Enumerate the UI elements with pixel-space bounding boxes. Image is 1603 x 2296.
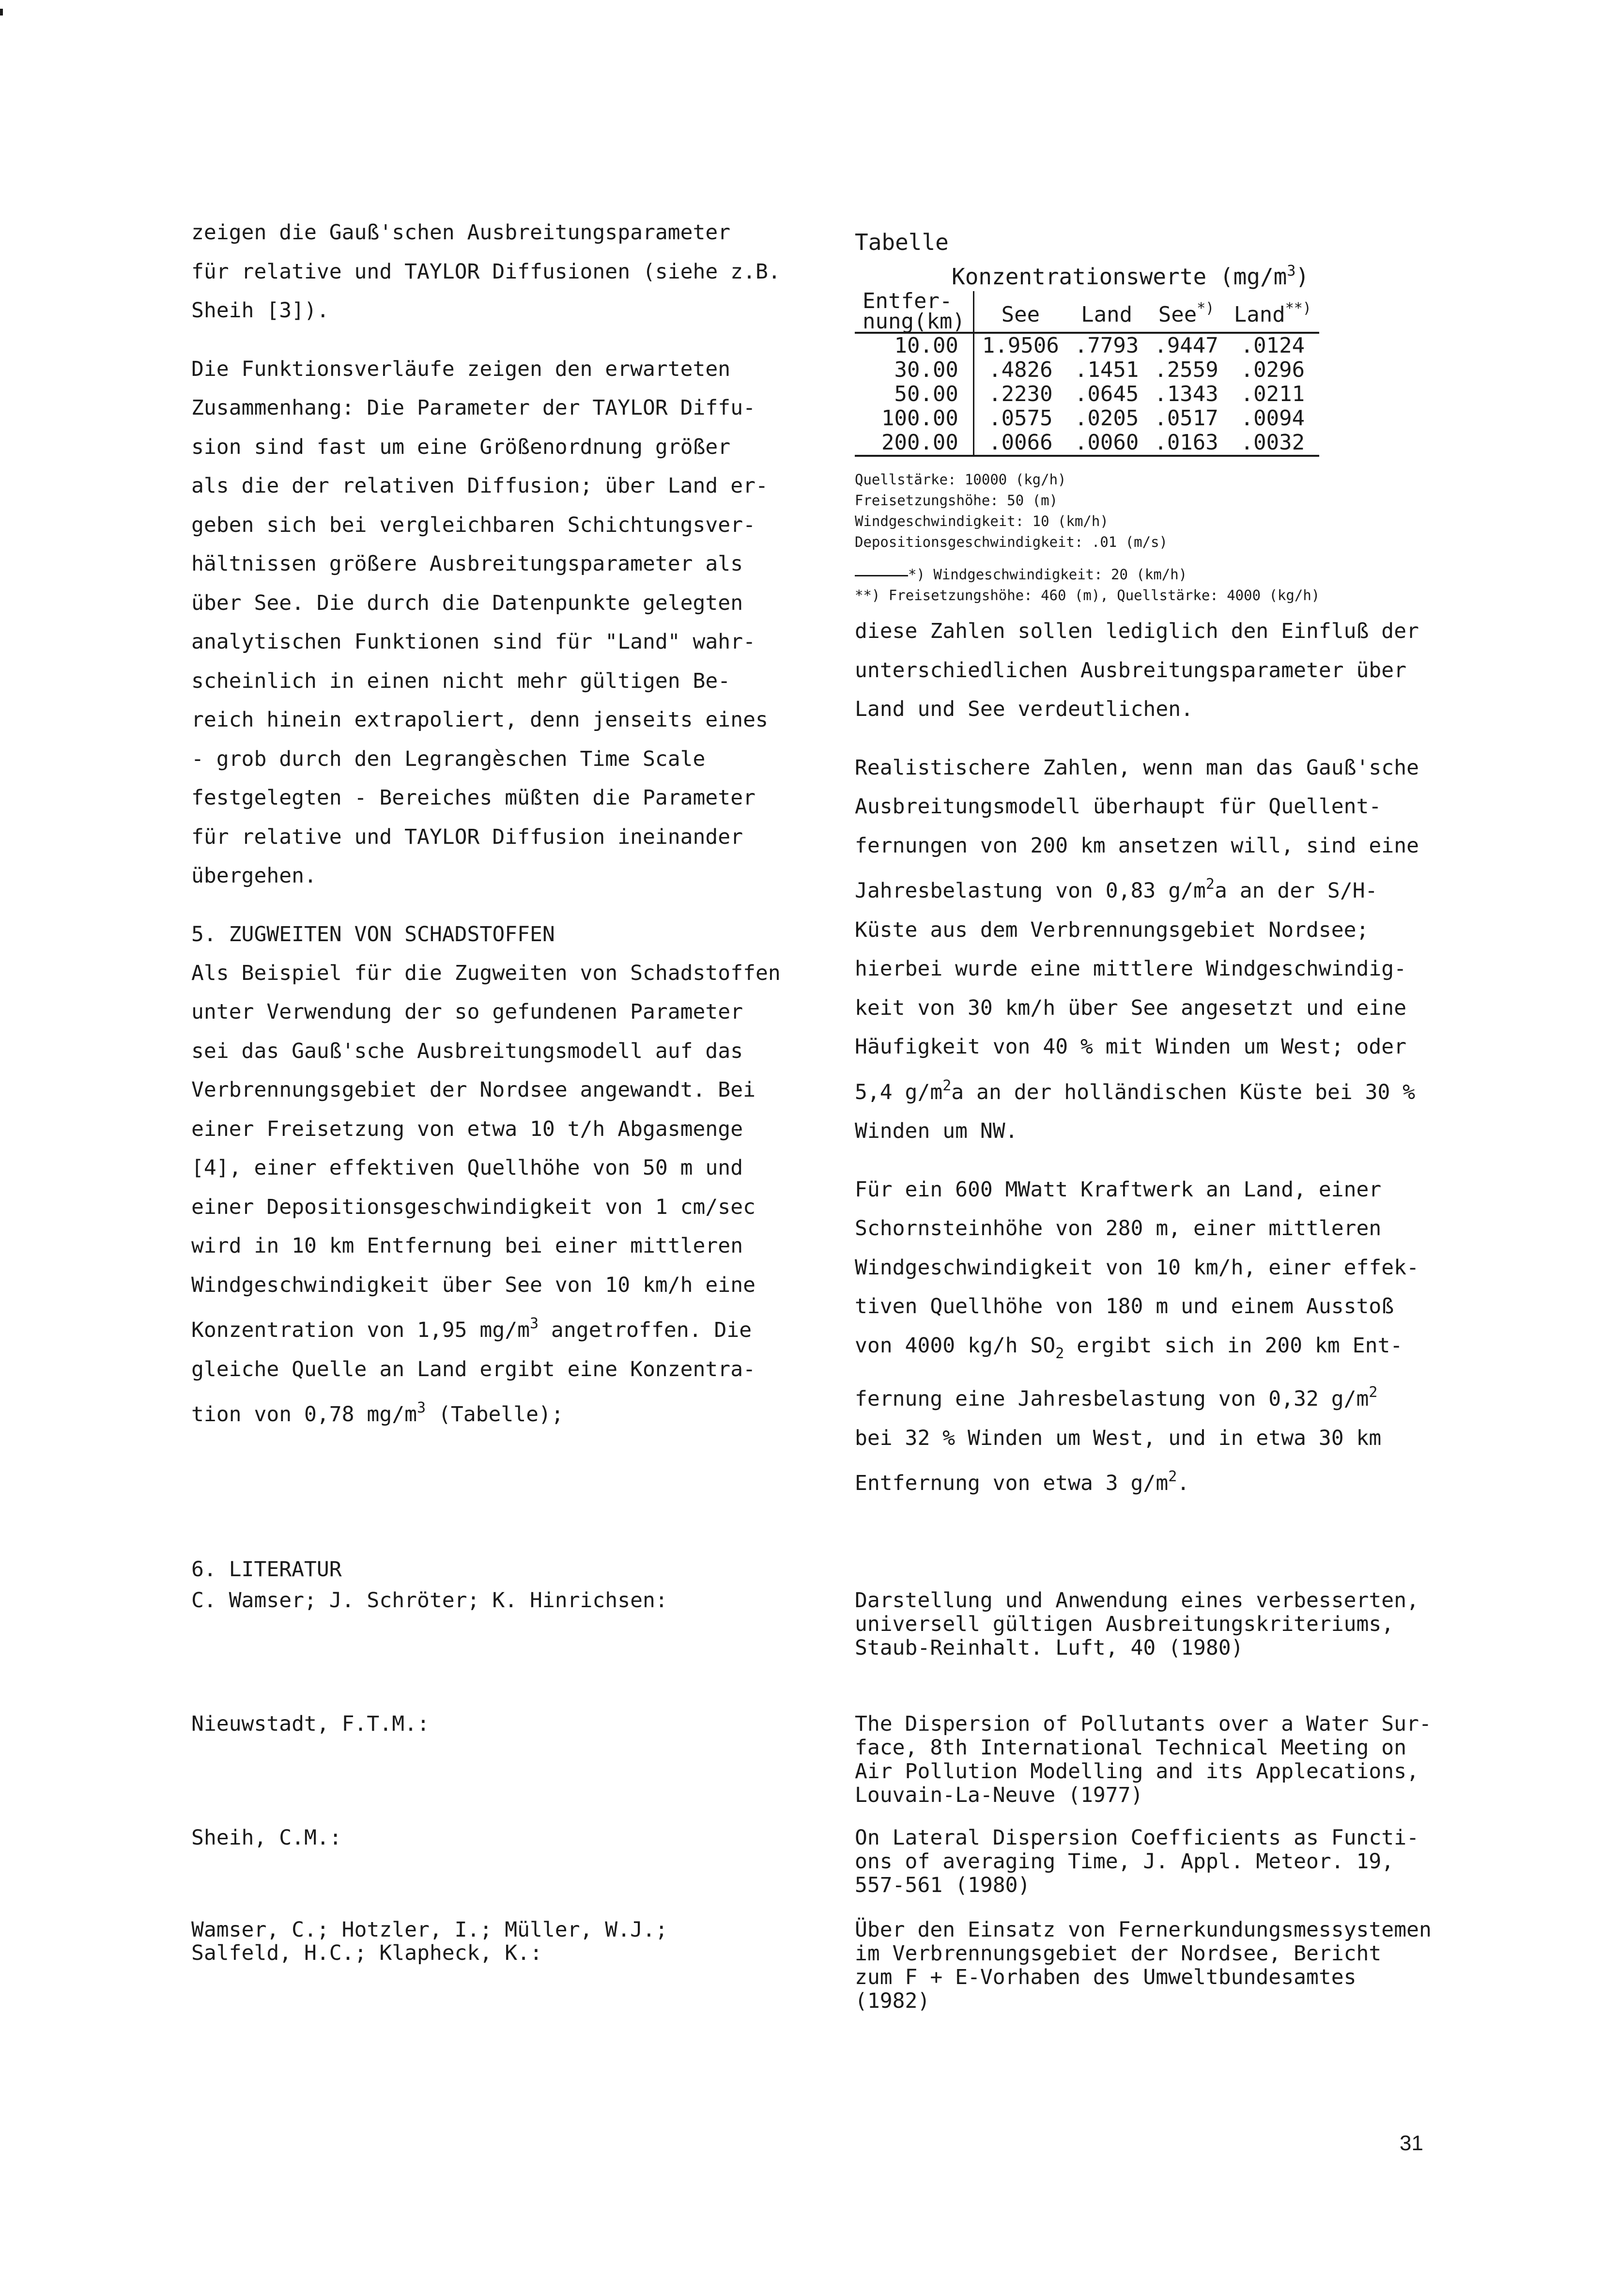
author-line: Salfeld, H.C.; Klapheck, K.:	[191, 1941, 542, 1965]
text-fragment: Konzentration von 1,95 mg/m	[191, 1318, 530, 1342]
table-cell: .0032	[1226, 431, 1319, 456]
literature-reference	[855, 1712, 1470, 1807]
reference-line: Über den Einsatz von Fernerkundungsmessystemen	[855, 1918, 1432, 1942]
page-number: 31	[1400, 2131, 1423, 2155]
text-line: - grob durch den Legrangèschen Time Scale	[191, 746, 706, 771]
superscript: 2	[942, 1077, 952, 1094]
text-line: keit von 30 km/h über See angesetzt und eine	[855, 995, 1407, 1020]
text-line: über See. Die durch die Datenpunkte gelegten	[191, 590, 743, 615]
text-line: reich hinein extrapoliert, denn jenseits eines	[191, 708, 768, 732]
literature-section	[191, 1550, 1470, 2025]
table-cell: .9447	[1154, 333, 1218, 358]
text-line: als die der relativen Diffusion; über Land er-	[191, 474, 768, 498]
table-cell-distance: 50.00	[855, 382, 973, 406]
text-line: fernungen von 200 km ansetzen will, sind eine	[855, 833, 1419, 858]
table-caption: Tabelle	[855, 229, 949, 255]
right-paragraph-2	[855, 748, 1465, 1151]
concentration-table-block	[855, 228, 1465, 606]
table-cell: .0124	[1240, 333, 1305, 358]
text-line: analytischen Funktionen sind für "Land" wahr-	[191, 630, 755, 654]
text-line: Verbrennungsgebiet der Nordsee angewandt. Bei	[191, 1078, 755, 1102]
text-line	[191, 1304, 821, 1350]
column-header	[973, 291, 1066, 333]
superscript: 3	[529, 1315, 539, 1332]
text-line: zeigen die Gauß'schen Ausbreitungsparameter	[191, 220, 731, 245]
text-fragment: (Tabelle);	[426, 1402, 564, 1427]
text-line: Zusammenhang: Die Parameter der TAYLOR Diffu-	[191, 396, 755, 420]
column-header-mark: **)	[1285, 299, 1311, 317]
table-cell: .0060	[1067, 431, 1146, 456]
superscript: 3	[417, 1399, 426, 1416]
text-line	[855, 1067, 1465, 1112]
author-line: C. Wamser; J. Schröter; K. Hinrichsen:	[191, 1588, 668, 1613]
text-line: unterschiedlichen Ausbreitungsparameter über	[855, 658, 1407, 683]
text-fragment: Entfernung von etwa 3 g/m	[855, 1471, 1169, 1495]
text-line: [4], einer effektiven Quellhöhe von 50 m und	[191, 1156, 743, 1180]
table-cell: .4826	[988, 357, 1053, 382]
note-line: Depositionsgeschwindigkeit: .01 (m/s)	[855, 534, 1168, 550]
reference-line: ons of averaging Time, J. Appl. Meteor. 19,	[855, 1849, 1394, 1874]
table-cell: .0205	[1074, 406, 1139, 431]
text-line: gleiche Quelle an Land ergibt eine Konzentra-	[191, 1357, 755, 1381]
superscript: 2	[1369, 1384, 1378, 1401]
literature-reference	[855, 1918, 1470, 2013]
column-header-label: See	[1001, 302, 1040, 327]
reference-line: Darstellung und Anwendung eines verbesserten,	[855, 1588, 1419, 1613]
table-cell-distance: 200.00	[855, 431, 973, 456]
text-line: bei 32 % Winden um West, und in etwa 30 km	[855, 1426, 1382, 1450]
column-header-label: Land	[1233, 302, 1285, 327]
text-fragment: Konzentrationswerte (mg/m	[952, 264, 1287, 290]
footnote-line: **) Freisetzungshöhe: 460 (m), Quellstärke: 4000 (kg/h)	[855, 587, 1320, 604]
table-row	[855, 382, 1319, 406]
table-cell: .0296	[1240, 357, 1305, 382]
footnote-line	[855, 564, 1465, 585]
reference-line: im Verbrennungsgebiet der Nordsee, Bericht	[855, 1941, 1382, 1966]
text-line: für relative und TAYLOR Diffusion ineinander	[191, 824, 743, 849]
table-cell: .0575	[988, 406, 1053, 431]
table-row	[855, 431, 1319, 456]
left-column	[191, 213, 821, 1454]
reference-line: face, 8th International Technical Meeting on	[855, 1736, 1407, 1760]
text-fragment: )	[1295, 264, 1310, 290]
reference-line: The Dispersion of Pollutants over a Water Sur-	[855, 1712, 1432, 1736]
literature-heading: 6. LITERATUR	[191, 1557, 342, 1582]
text-line: geben sich bei vergleichbaren Schichtungsver-	[191, 512, 755, 537]
footnote-mark: *)	[908, 566, 925, 583]
literature-entry	[191, 1712, 1470, 1826]
author-line: Nieuwstadt, F.T.M.:	[191, 1712, 430, 1736]
right-paragraph-3	[855, 1170, 1465, 1503]
text-line: Für ein 600 MWatt Kraftwerk an Land, einer	[855, 1177, 1382, 1202]
column-header-mark: *)	[1197, 299, 1215, 317]
text-line: wird in 10 km Entfernung bei einer mittleren	[191, 1234, 743, 1258]
text-line	[855, 1326, 1465, 1374]
text-line: übergehen.	[191, 864, 317, 888]
reference-line: On Lateral Dispersion Coefficients as Functi-	[855, 1826, 1419, 1850]
note-line: Freisetzungshöhe: 50 (m)	[855, 492, 1058, 509]
table-title	[952, 257, 1465, 291]
subscript: 2	[1055, 1345, 1064, 1362]
text-line	[191, 1389, 821, 1434]
scan-mark	[0, 9, 3, 16]
table-cell: .0094	[1240, 406, 1305, 431]
column-header-label: Land	[1081, 302, 1133, 327]
literature-author	[191, 1589, 821, 1612]
text-line	[855, 865, 1465, 911]
reference-line: Air Pollution Modelling and its Applecations,	[855, 1759, 1419, 1784]
left-paragraph-1	[191, 213, 821, 330]
text-line: festgelegten - Bereiches müßten die Parameter	[191, 786, 755, 810]
column-header	[1226, 291, 1319, 333]
reference-line: (1982)	[855, 1989, 930, 2013]
superscript: 2	[1205, 876, 1215, 893]
table-cell: 1.9506	[982, 333, 1059, 358]
table-cell: .0066	[973, 431, 1066, 456]
superscript: 3	[1287, 263, 1296, 279]
text-line: einer Freisetzung von etwa 10 t/h Abgasmenge	[191, 1117, 743, 1141]
table-cell: .0163	[1146, 431, 1226, 456]
reference-line: universell gültigen Ausbreitungskriteriums,	[855, 1612, 1394, 1636]
table-cell: .2230	[988, 382, 1053, 406]
note-line: Quellstärke: 10000 (kg/h)	[855, 471, 1066, 488]
text-line: Windgeschwindigkeit von 10 km/h, einer effek-	[855, 1255, 1419, 1280]
table-row	[855, 333, 1319, 358]
text-line: Realistischere Zahlen, wenn man das Gauß'sche	[855, 755, 1419, 780]
text-fragment: tion von 0,78 mg/m	[191, 1402, 417, 1427]
concentration-table	[855, 291, 1319, 457]
table-cell-distance: 30.00	[855, 358, 973, 382]
text-line: Häufigkeit von 40 % mit Winden um West; oder	[855, 1035, 1407, 1059]
text-fragment: fernung eine Jahresbelastung von 0,32 g/m	[855, 1387, 1369, 1411]
table-cell: .1451	[1074, 357, 1139, 382]
footnote-rule	[855, 575, 908, 576]
text-fragment: a an der holländischen Küste bei 30 %	[951, 1080, 1416, 1104]
text-fragment: 5,4 g/m	[855, 1080, 943, 1104]
table-cell: .2559	[1154, 357, 1218, 382]
left-paragraph-3	[191, 954, 821, 1434]
literature-entry	[191, 1918, 1470, 2025]
text-line	[855, 1373, 1465, 1419]
column-header	[1146, 291, 1226, 333]
text-line: Ausbreitungsmodell überhaupt für Quellent-	[855, 794, 1382, 819]
text-fragment: ergibt sich in 200 km Ent-	[1064, 1333, 1403, 1358]
text-fragment: nung(km)	[863, 309, 965, 334]
literature-author	[191, 1826, 821, 1849]
table-cell: .0517	[1154, 406, 1218, 431]
text-fragment: .	[1177, 1471, 1190, 1495]
text-fragment: von 4000 kg/h SO	[855, 1333, 1056, 1358]
literature-author	[191, 1918, 821, 1965]
text-line: Schornsteinhöhe von 280 m, einer mittleren	[855, 1216, 1382, 1241]
note-line: Windgeschwindigkeit: 10 (km/h)	[855, 513, 1109, 529]
text-line: diese Zahlen sollen lediglich den Einfluß der	[855, 619, 1419, 643]
text-line: sei das Gauß'sche Ausbreitungsmodell auf das	[191, 1039, 743, 1063]
left-paragraph-2	[191, 350, 821, 896]
reference-line: Staub-Reinhalt. Luft, 40 (1980)	[855, 1636, 1244, 1660]
distance-column-header	[855, 291, 973, 333]
column-header-label: See	[1158, 302, 1197, 327]
table-cell: .0211	[1240, 382, 1305, 406]
table-cell-distance: 100.00	[855, 406, 973, 431]
text-line: hältnissen größere Ausbreitungsparameter als	[191, 552, 743, 576]
text-line: Sheih [3]).	[191, 298, 329, 323]
reference-line: Louvain-La-Neuve (1977)	[855, 1783, 1143, 1807]
right-paragraph-1	[855, 612, 1465, 729]
text-line: Die Funktionsverläufe zeigen den erwarteten	[191, 357, 731, 381]
text-line: tiven Quellhöhe von 180 m und einem Ausstoß	[855, 1294, 1394, 1319]
text-line: einer Depositionsgeschwindigkeit von 1 cm/sec	[191, 1195, 755, 1219]
table-row	[855, 406, 1319, 431]
right-column	[855, 228, 1465, 1522]
table-cell: .1343	[1154, 382, 1218, 406]
section-5-heading: 5. ZUGWEITEN VON SCHADSTOFFEN	[191, 922, 555, 946]
table-row	[855, 358, 1319, 382]
table-footnotes	[855, 564, 1465, 606]
text-fragment: Entfer-	[863, 289, 953, 313]
text-line: Als Beispiel für die Zugweiten von Schadstoffen	[191, 961, 781, 985]
text-fragment: angetroffen. Die	[539, 1318, 752, 1342]
text-line: scheinlich in einen nicht mehr gültigen Be-	[191, 668, 731, 693]
superscript: 2	[1168, 1468, 1177, 1485]
author-line: Sheih, C.M.:	[191, 1826, 342, 1850]
text-line	[855, 1458, 1465, 1503]
literature-author	[191, 1712, 821, 1736]
text-line: Land und See verdeutlichen.	[855, 697, 1193, 721]
table-cell-distance: 10.00	[855, 333, 973, 358]
reference-line: 557-561 (1980)	[855, 1873, 1031, 1897]
literature-reference	[855, 1826, 1470, 1897]
text-line: hierbei wurde eine mittlere Windgeschwindig-	[855, 957, 1407, 981]
text-line: für relative und TAYLOR Diffusionen (siehe z.B.	[191, 259, 781, 284]
column-header	[1067, 291, 1146, 333]
literature-reference	[855, 1589, 1470, 1660]
footnote-text: Windgeschwindigkeit: 20 (km/h)	[933, 566, 1187, 583]
text-line: sion sind fast um eine Größenordnung größer	[191, 434, 731, 459]
literature-entry	[191, 1589, 1470, 1698]
text-line: Winden um NW.	[855, 1119, 1018, 1143]
literature-entry	[191, 1826, 1470, 1918]
text-fragment: a an der S/H-	[1214, 879, 1378, 903]
text-line: Windgeschwindigkeit über See von 10 km/h eine	[191, 1272, 755, 1297]
author-line: Wamser, C.; Hotzler, I.; Müller, W.J.;	[191, 1918, 668, 1942]
text-line: Küste aus dem Verbrennungsgebiet Nordsee;	[855, 917, 1369, 942]
table-cell: .7793	[1074, 333, 1139, 358]
table-cell: .0645	[1074, 382, 1139, 406]
table-notes	[855, 469, 1465, 553]
reference-line: zum F + E-Vorhaben des Umweltbundesamtes	[855, 1965, 1356, 1989]
text-line: unter Verwendung der so gefundenen Parameter	[191, 1000, 743, 1024]
text-fragment: Jahresbelastung von 0,83 g/m	[855, 879, 1206, 903]
